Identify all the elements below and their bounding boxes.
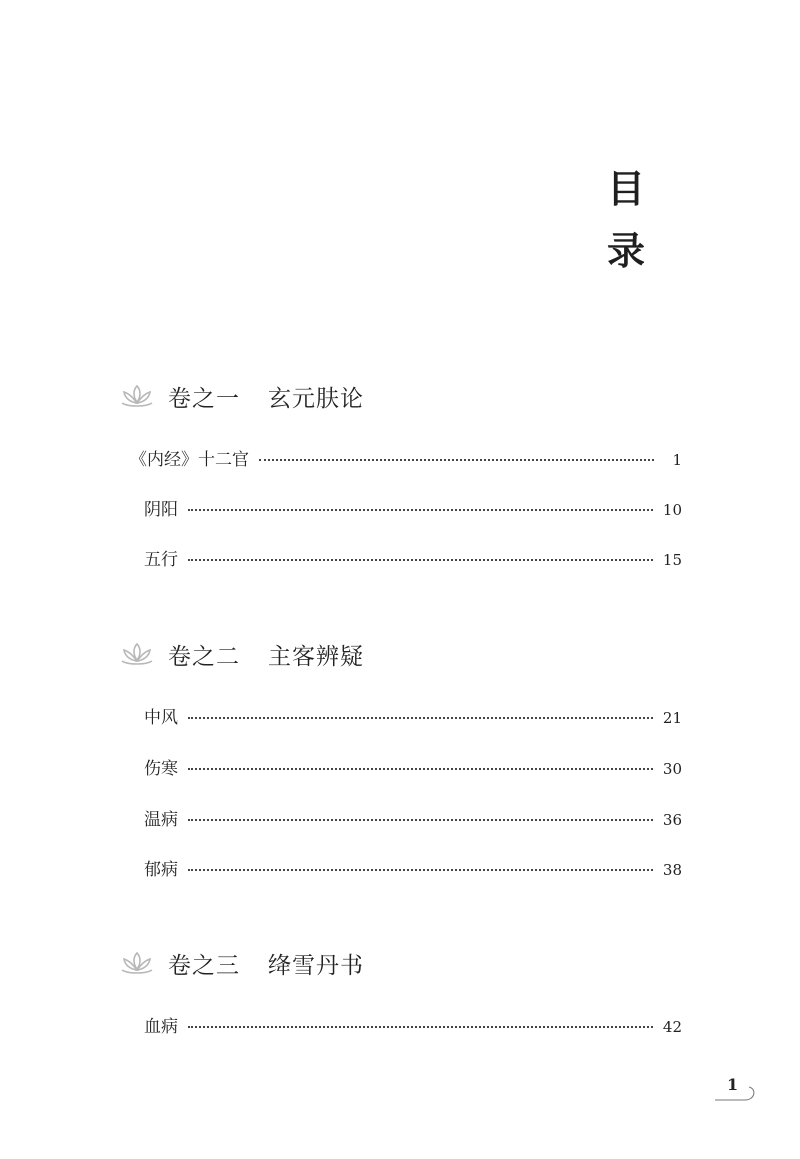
dot-leader xyxy=(188,819,653,821)
section-volume-3 xyxy=(120,943,700,983)
volume-label: 卷之三 xyxy=(168,952,240,979)
toc-entry[interactable] xyxy=(144,808,682,832)
toc-entry[interactable] xyxy=(144,1015,682,1039)
section-title-volume-2 xyxy=(120,634,700,674)
toc-entry[interactable] xyxy=(144,858,682,882)
lotus-icon xyxy=(120,383,154,409)
dot-leader xyxy=(188,869,653,871)
toc-entry[interactable] xyxy=(144,498,682,522)
page-curve-icon xyxy=(715,1081,761,1105)
volume-subject: 玄元肤论 xyxy=(268,385,364,412)
entry-page: 42 xyxy=(662,1018,682,1036)
entry-name: 中风 xyxy=(144,708,178,728)
entry-page: 10 xyxy=(662,501,682,519)
section-title-volume-3 xyxy=(120,943,700,983)
entry-page: 1 xyxy=(672,451,682,469)
entry-name: 伤寒 xyxy=(144,759,178,779)
section-volume-2 xyxy=(120,634,700,674)
dot-leader xyxy=(188,509,653,511)
entry-name: 五行 xyxy=(144,550,178,570)
section-volume-1 xyxy=(120,376,700,416)
volume-label: 卷之一 xyxy=(168,385,240,412)
entry-page: 36 xyxy=(662,811,682,829)
section-title-volume-1 xyxy=(120,376,700,416)
toc-entry[interactable] xyxy=(144,706,682,730)
dot-leader xyxy=(188,559,653,561)
page-number xyxy=(715,1075,765,1105)
page-number-text: 1 xyxy=(727,1075,739,1094)
dot-leader xyxy=(188,717,653,719)
volume-subject: 绛雪丹书 xyxy=(268,952,364,979)
volume-label: 卷之二 xyxy=(168,643,240,670)
toc-entry[interactable] xyxy=(130,448,682,472)
entry-name: 《内经》十二官 xyxy=(130,450,249,470)
lotus-icon xyxy=(120,641,154,667)
entry-name: 温病 xyxy=(144,810,178,830)
entry-page: 38 xyxy=(662,861,682,879)
dot-leader xyxy=(259,459,654,461)
title-char-2: 录 xyxy=(606,228,645,273)
lotus-icon xyxy=(120,950,154,976)
entry-page: 21 xyxy=(662,709,682,727)
toc-entry[interactable] xyxy=(144,757,682,781)
entry-name: 血病 xyxy=(144,1017,178,1037)
volume-subject: 主客辨疑 xyxy=(268,643,364,670)
entry-name: 郁病 xyxy=(144,860,178,880)
dot-leader xyxy=(188,1026,653,1028)
toc-entry[interactable] xyxy=(144,548,682,572)
entry-page: 15 xyxy=(662,551,682,569)
entry-name: 阴阳 xyxy=(144,500,178,520)
title-char-1: 目 xyxy=(606,166,645,211)
entry-page: 30 xyxy=(662,760,682,778)
dot-leader xyxy=(188,768,653,770)
